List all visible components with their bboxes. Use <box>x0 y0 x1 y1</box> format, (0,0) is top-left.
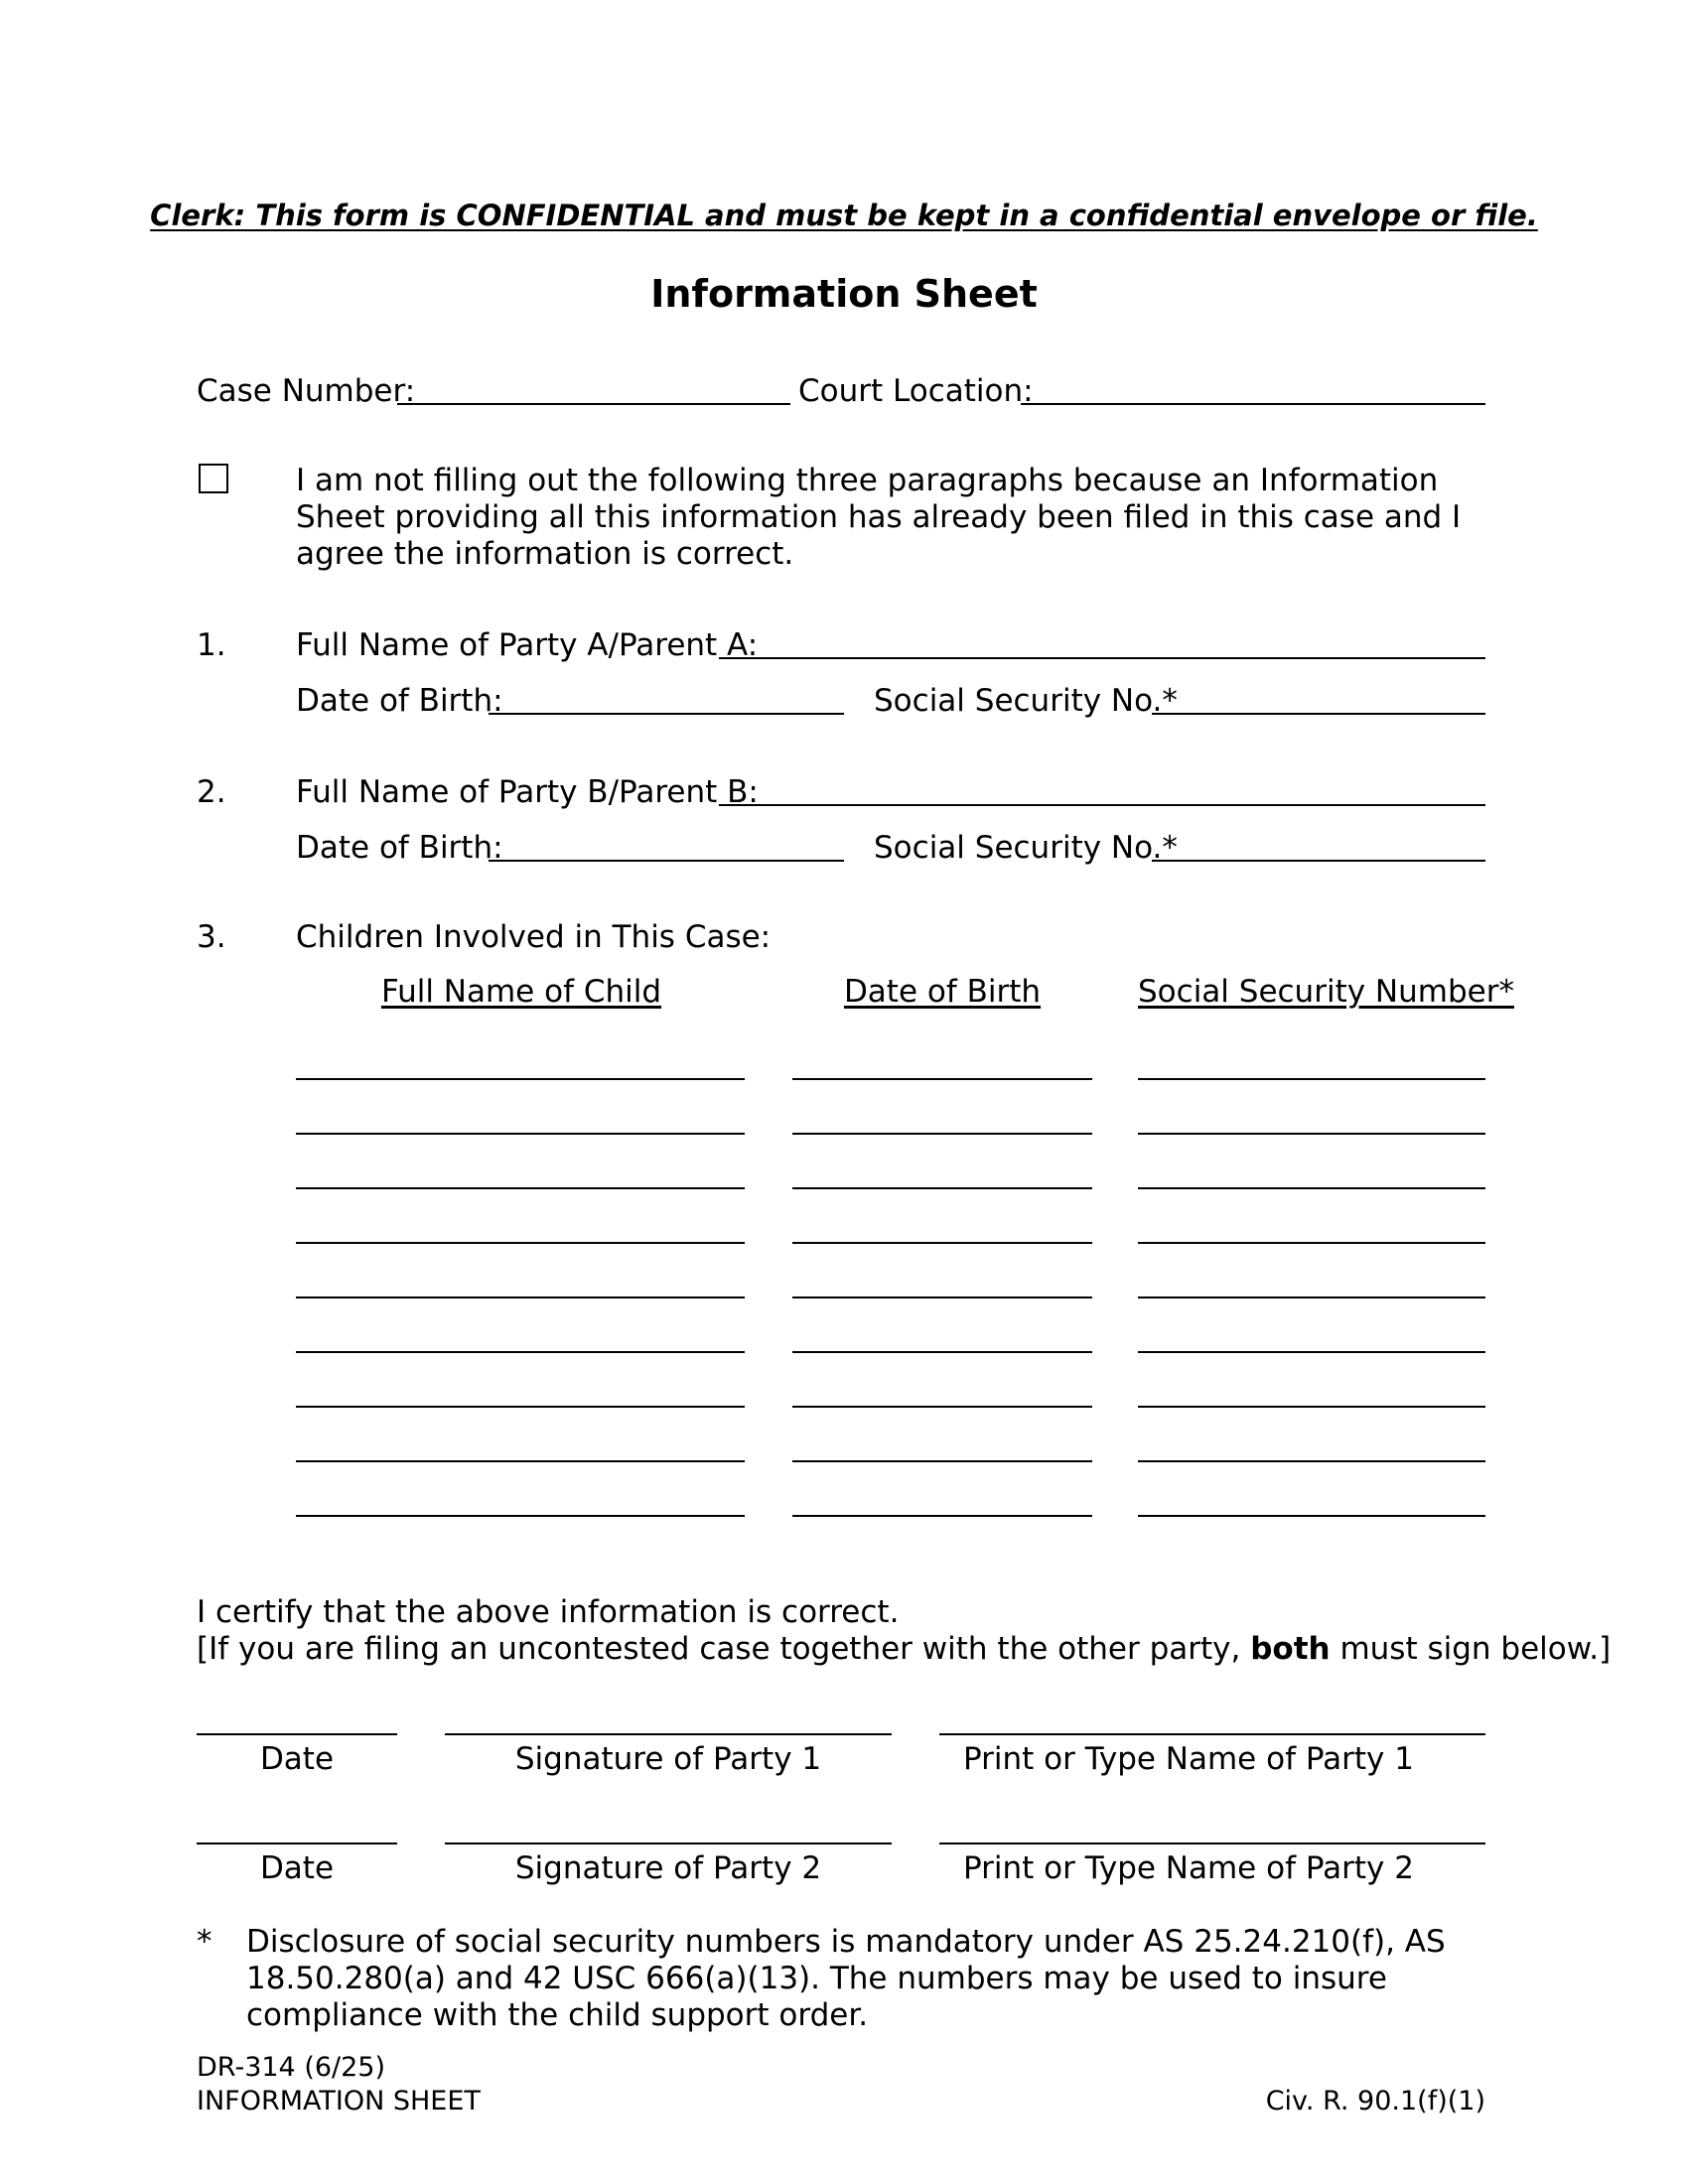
party-a-ssn-label: Social Security No.* <box>874 683 1178 719</box>
party-2-signature-label: Signature of Party 2 <box>514 1850 822 1886</box>
certify-instructions-part1: [If you are filing an uncontested case together with the other party, <box>197 1631 1251 1667</box>
child-ssn-field[interactable] <box>1138 1460 1485 1462</box>
child-dob-field[interactable] <box>792 1078 1092 1080</box>
child-dob-field[interactable] <box>792 1460 1092 1462</box>
form-name: INFORMATION SHEET <box>197 2086 481 2116</box>
party-2-date-field[interactable] <box>197 1843 397 1844</box>
child-name-field[interactable] <box>296 1133 745 1135</box>
party-2-print-name-label: Print or Type Name of Party 2 <box>963 1850 1414 1886</box>
child-name-field[interactable] <box>296 1242 745 1244</box>
party-1-date-label: Date <box>259 1741 335 1777</box>
party-b-name-field[interactable] <box>719 804 1485 806</box>
form-number: DR-314 (6/25) <box>197 2052 386 2083</box>
child-name-field[interactable] <box>296 1351 745 1353</box>
party-a-dob-label: Date of Birth: <box>296 683 503 719</box>
party-2-signature-field[interactable] <box>445 1843 892 1844</box>
child-ssn-field[interactable] <box>1138 1133 1485 1135</box>
child-ssn-field[interactable] <box>1138 1297 1485 1298</box>
certify-instructions <box>197 1631 1611 1667</box>
child-name-field[interactable] <box>296 1187 745 1189</box>
party-b-dob-field[interactable] <box>489 860 844 862</box>
child-dob-field[interactable] <box>792 1406 1092 1408</box>
party-b-ssn-field[interactable] <box>1152 860 1485 862</box>
child-ssn-field[interactable] <box>1138 1351 1485 1353</box>
certify-instructions-bold: both <box>1250 1631 1331 1667</box>
child-dob-field[interactable] <box>792 1187 1092 1189</box>
footnote-asterisk: * <box>197 1924 212 1960</box>
child-ssn-field[interactable] <box>1138 1078 1485 1080</box>
already-filed-text: I am not filling out the following three paragraphs because an Information Sheet providing all this information has already been filed in this case and I agree the information is correct. <box>296 463 1462 572</box>
confidential-notice: Clerk: This form is CONFIDENTIAL and must be kept in a confidential envelope or file. <box>150 199 1538 232</box>
child-dob-field[interactable] <box>792 1242 1092 1244</box>
child-dob-field[interactable] <box>792 1515 1092 1517</box>
child-name-field[interactable] <box>296 1297 745 1298</box>
case-number-label: Case Number: <box>197 373 416 409</box>
child-ssn-field[interactable] <box>1138 1187 1485 1189</box>
case-number-field[interactable] <box>397 403 790 405</box>
already-filed-checkbox[interactable] <box>199 464 228 493</box>
party-a-name-field[interactable] <box>719 657 1485 659</box>
party-a-dob-field[interactable] <box>489 713 844 715</box>
footnote-text: Disclosure of social security numbers is mandatory under AS 25.24.210(f), AS 18.50.280(a) and 42 USC 666(a)(13). The numbers may be used to insure compliance with the child support order. <box>246 1924 1446 2033</box>
certify-instructions-part2: must sign below.] <box>1330 1631 1612 1667</box>
party-1-date-field[interactable] <box>197 1733 397 1735</box>
party-1-print-name-label: Print or Type Name of Party 1 <box>963 1741 1414 1777</box>
column-header-child-name: Full Name of Child <box>380 974 662 1010</box>
child-ssn-field[interactable] <box>1138 1406 1485 1408</box>
children-label: Children Involved in This Case: <box>296 919 772 955</box>
party-1-signature-field[interactable] <box>445 1733 892 1735</box>
rule-reference: Civ. R. 90.1(f)(1) <box>1265 2086 1485 2116</box>
court-location-field[interactable] <box>1021 403 1485 405</box>
party-2-print-name-field[interactable] <box>939 1843 1485 1844</box>
certify-statement: I certify that the above information is correct. <box>197 1594 900 1630</box>
party-a-ssn-field[interactable] <box>1152 713 1485 715</box>
party-b-number: 2. <box>197 774 226 810</box>
party-1-signature-label: Signature of Party 1 <box>514 1741 822 1777</box>
party-1-print-name-field[interactable] <box>939 1733 1485 1735</box>
child-name-field[interactable] <box>296 1460 745 1462</box>
children-number: 3. <box>197 919 226 955</box>
party-b-name-label: Full Name of Party B/Parent B: <box>296 774 759 810</box>
party-b-ssn-label: Social Security No.* <box>874 830 1178 866</box>
child-name-field[interactable] <box>296 1078 745 1080</box>
child-name-field[interactable] <box>296 1406 745 1408</box>
party-a-number: 1. <box>197 627 226 663</box>
party-2-date-label: Date <box>259 1850 335 1886</box>
child-name-field[interactable] <box>296 1515 745 1517</box>
party-b-dob-label: Date of Birth: <box>296 830 503 866</box>
child-dob-field[interactable] <box>792 1133 1092 1135</box>
form-title: Information Sheet <box>650 272 1038 316</box>
party-a-name-label: Full Name of Party A/Parent A: <box>296 627 759 663</box>
child-ssn-field[interactable] <box>1138 1242 1485 1244</box>
column-header-dob: Date of Birth <box>843 974 1042 1010</box>
column-header-ssn: Social Security Number* <box>1138 974 1514 1010</box>
child-dob-field[interactable] <box>792 1297 1092 1298</box>
court-location-label: Court Location: <box>798 373 1034 409</box>
child-ssn-field[interactable] <box>1138 1515 1485 1517</box>
child-dob-field[interactable] <box>792 1351 1092 1353</box>
